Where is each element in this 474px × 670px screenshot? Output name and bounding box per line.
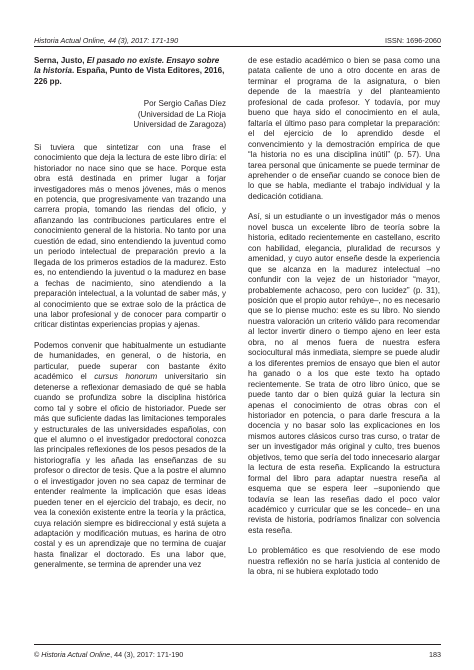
header-issn: ISSN: 1696-2060 [385,36,441,45]
header-rule [34,46,441,47]
footer-cite-journal: Historia Actual Online [41,650,111,659]
right-column [248,56,440,578]
review-publisher: . España, Punto de Vista Editores, 2016, 226 pp. [34,66,225,86]
paragraph-4: Así, si un estudiante o un investigador más o menos novel busca un excelente libro de teoría sobre la historia, editado recientemente en castellano, escrito con habilidad, elegancia, pluralidad de recursos y amenidad, y cuyo autor enseñe desde la experiencia que se alcanza en la madurez intelectual –no confundir con la vejez de un historiador “mayor, probablemente achacoso, pero con lucidez” (p. 31), posición que el propio autor rehúye–, no es necesario que se lo piense mucho: este es su libro. No siendo nuestra valoración un criterio válido para recomendar al lector invertir dinero o tiempo ajeno en leer esta obra, no al menos fuera de nuestra esfera sociocultural más inmediata, siempre se puede aludir a los diferentes premios de ensayo que bien el autor ha ganado o a los que este texto ha optado recientemente. Se trata de otro libro único, que se puede tanto dar o bien quizá guiar la lectura sin apenas el conocimiento de otras obras con el historiador en potencia, o para darle frescura a la docencia y no basar solo las explicaciones en los mismos autores clásicos curso tras curso, o tratar de ser un investigador más original y culto, tres buenos objetivos, temo que sería del todo innecesario alargar la lectura de esta reseña. Explicando la estructura formal del libro para adaptar nuestra reseña al esquema que se espera leer –suponiendo que todavía se lean las reseñas dado el poco valor académico y curricular que se les concede– en una revista de historia, podríamos finalizar con solvencia esta reseña. [248,212,440,535]
footer-rule [34,644,441,645]
footer-citation [34,650,183,659]
reviewer-signature [34,99,226,130]
paragraph-1: Si tuviera que sintetizar con una frase el conocimiento que deja la lectura de este libro diría: el historiador no nace sino que se hace. Porque esta obra está destinada en primer lugar a forjar investigadores más o menos jóvenes, más o menos en potencia, que progresivamente van trazando una carrera propia, tomando las riendas del oficio, y afianzando las contribuciones particulares entre el conocimiento general de la historia. No tanto por una cuestión de edad, sino entendiendo la juventud como un periodo intelectual de preparación previo a la llegada de los primeros estadios de la madurez. Esto es, no entendiendo la juventud o la madurez en base a fechas de nacimiento, sino atendiendo a la preparación intelectual, a la voluntad de saber más, y al conocimiento que se extrae solo de la práctica de una labor profesional y de conocer para compartir o criticar distintas experiencias propias y ajenas. [34,142,226,330]
paragraph-3: de ese estadio académico o bien se pasa como una patata caliente de uno a otro docente en aras de terminar el programa de la asignatura, o bien depende de la maestría y del planteamiento profesional de cada profesor. Y todavía, por muy bueno que haya sido el conocimiento en el aula, faltaría el último paso para completar la preparación: el del ejercicio de lo aprendido desde el convencimiento y la demostración empírica de que “la historia no es una disciplina inútil” (p. 57). Una tarea personal que únicamente se puede terminar de aprehender o de enseñar cuando se conoce bien de lo que se habla, mediante el trabajo individual y la dedicación cotidiana. [248,56,440,201]
reviewer-affiliation-1: (Universidad de La Rioja [137,109,226,119]
footer-cite-prefix: © [34,650,42,659]
footer-cite-rest: , 44 (3), 2017: 171-190 [110,650,184,659]
page-number: 183 [429,650,441,659]
paragraph-5: Lo problemático es que resolviendo de ese modo nuestra reflexión no se haría justicia al contenido de la obra, ni se hubiera explotado todo [248,546,440,577]
review-reference [34,56,226,87]
left-column [34,56,226,571]
header-journal: Historia Actual Online, 44 (3), 2017: 171-190 [34,36,179,45]
reviewer-name: Por Sergio Cañas Díez [143,99,226,109]
paragraph-2 [34,341,226,571]
reviewer-affiliation-2: Universidad de Zaragoza) [133,120,226,130]
review-author: Serna, Justo, [34,56,85,65]
paragraph-2-part-a: Podemos convenir que habitualmente un estudiante de humanidades, en general, o de historia, en particular, puede superar con bastante éxito académico el [34,340,226,382]
paragraph-2-part-b: universitario sin detenerse a reflexionar demasiado de qué se habla cuando se profundiza sobre la disciplina histórica como tal y sobre el oficio de historiador. Puede ser más que suficiente dadas las limitaciones temporales y estructurales de las universidades españolas, con que el alumno o el investigador predoctoral conozca las principales reflexiones de los pesos pesados de la historiografía y les añada las enseñanzas de su profesor o director de tesis. Que a la postre el alumno o el investigador joven no sea capaz de terminar de entender realmente la implicación que esas ideas pueden tener en el ejercicio del trabajo, es decir, no vea la conexión existente entre la teoría y la práctica, cuya relación siempre es bidireccional y está sujeta a adaptación y modificación mutuas, es harina de otro costal y es un aprendizaje que no termina de cuajar hasta finalizar el doctorado. Es una labor que, generalmente, se termina de aprender una vez [34,372,226,570]
paragraph-2-emphasis: cursus honorum [94,372,158,382]
review-book-title: El pasado no existe. Ensayo sobre la historia [34,56,220,76]
